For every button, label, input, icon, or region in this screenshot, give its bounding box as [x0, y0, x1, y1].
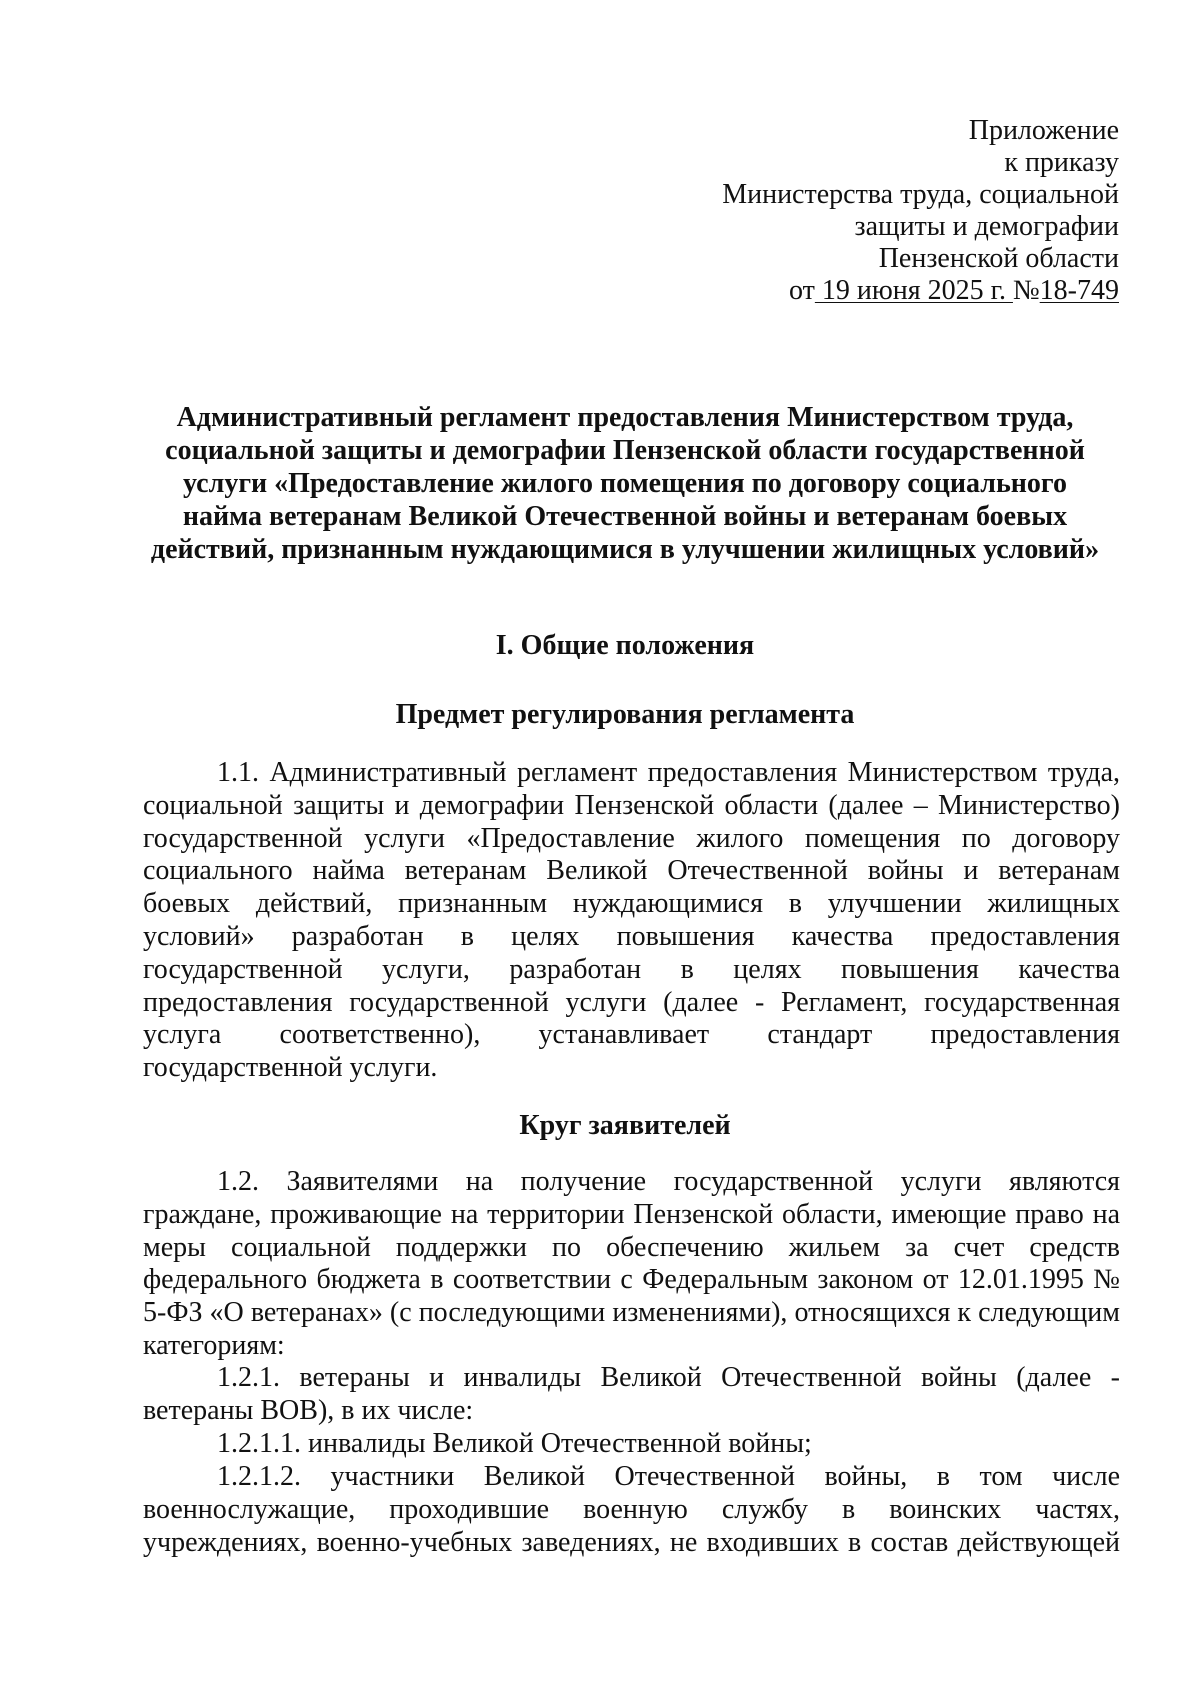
document-title: [130, 401, 1120, 566]
appendix-line: Приложение: [968, 115, 1119, 146]
title-line: действий, признанным нуждающимися в улучшении жилищных условий»: [150, 534, 1100, 565]
appendix-block: [419, 115, 1119, 307]
paragraph-1-2-1: 1.2.1. ветераны и инвалиды Великой Отечественной войны (далее - ветераны ВОВ), в их числе:: [143, 1362, 1120, 1426]
title-line: Административный регламент предоставления Министерством труда,: [176, 402, 1074, 433]
order-number: 18-749: [1039, 275, 1119, 306]
order-date-line: [419, 275, 1119, 307]
date-prefix: от: [788, 275, 815, 306]
order-date: 19 июня 2025 г.: [814, 275, 1013, 306]
paragraph-1-2-1-2: 1.2.1.2. участники Великой Отечественной войны, в том числе военнослужащие, проходившие военную службу в воинских частях, учреждениях, военно-учебных заведениях, не входивших в состав действующей: [143, 1461, 1120, 1558]
number-sign: №: [1012, 275, 1040, 306]
section-heading-general: I. Общие положения: [495, 630, 755, 661]
subheading-regulation-subject: Предмет регулирования регламента: [395, 699, 855, 730]
appendix-line: Министерства труда, социальной: [722, 179, 1119, 210]
title-line: найма ветеранам Великой Отечественной войны и ветеранам боевых: [182, 501, 1068, 532]
appendix-line: защиты и демографии: [854, 211, 1119, 242]
title-line: социальной защиты и демографии Пензенской области государственной: [165, 435, 1085, 466]
appendix-line: к приказу: [1004, 147, 1119, 178]
appendix-line: Пензенской области: [878, 243, 1119, 274]
paragraph-1-2-1-1: 1.2.1.1. инвалиды Великой Отечественной войны;: [217, 1428, 812, 1459]
subheading-applicants: Круг заявителей: [519, 1110, 731, 1141]
paragraph-1-2: 1.2. Заявителями на получение государственной услуги являются граждане, проживающие на территории Пензенской области, имеющие право на меры социальной поддержки по обеспечению жильем за счет средств федерального бюджета в соответствии с Федеральным законом от 12.01.1995 № 5-ФЗ «О ветеранах» (с последующими изменениями), относящихся к следующим категориям:: [143, 1166, 1120, 1361]
title-line: услуги «Предоставление жилого помещения по договору социального: [183, 468, 1067, 499]
paragraph-1-1: 1.1. Административный регламент предоставления Министерством труда, социальной защиты и демографии Пензенской области (далее – Министерство) государственной услуги «Предоставление жилого помещения по договору социального найма ветеранам Великой Отечественной войны и ветеранам боевых действий, признанным нуждающимися в улучшении жилищных условий» разработан в целях повышения качества предоставления государственной услуги, разработан в целях повышения качества предоставления государственной услуги (далее - Регламент, государственная услуга соответственно), устанавливает стандарт предоставления государственной услуги.: [143, 757, 1120, 1084]
